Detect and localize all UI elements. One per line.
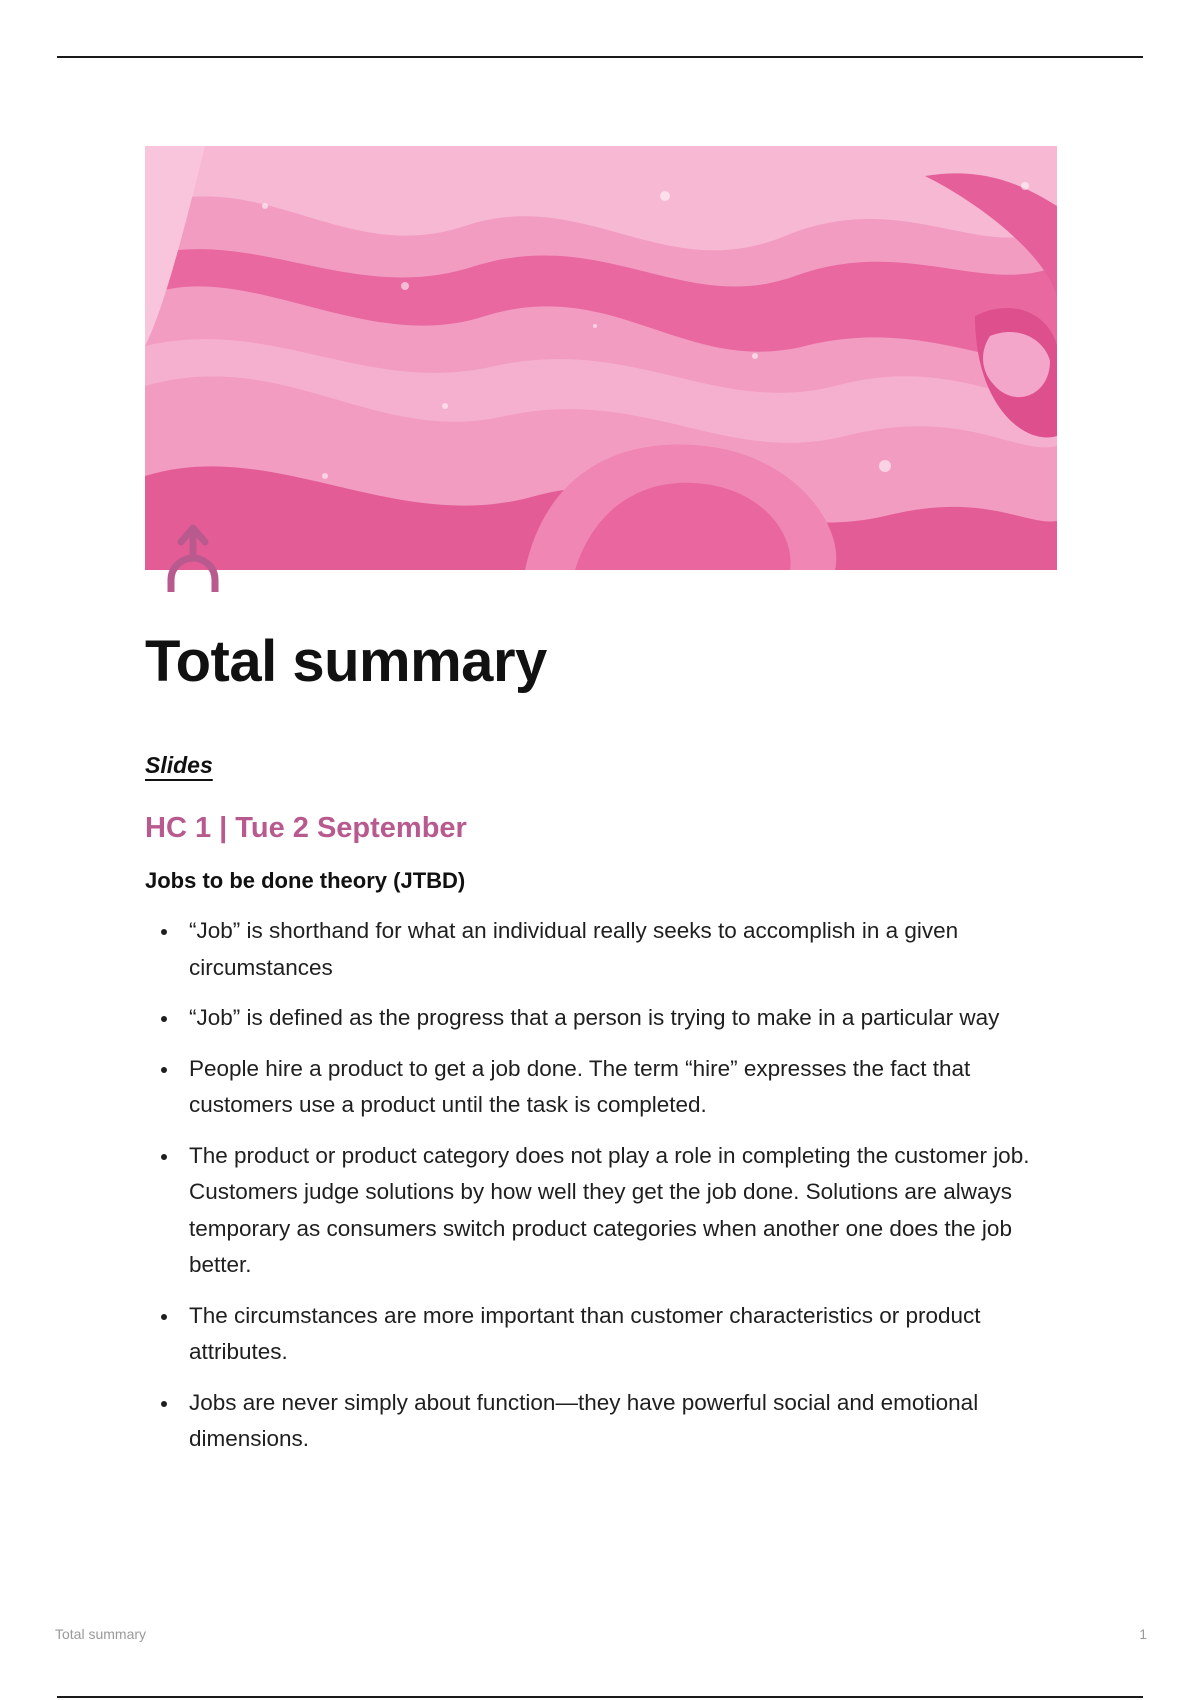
footer-page-number: 1 xyxy=(1139,1626,1147,1642)
list-item: Jobs are never simply about function—they have powerful social and emotional dimensions. xyxy=(145,1385,1065,1458)
section-heading: HC 1 | Tue 2 September xyxy=(145,812,467,844)
bottom-rule xyxy=(57,1696,1143,1698)
list-item: People hire a product to get a job done. The term “hire” expresses the fact that customers use a product until the task is completed. xyxy=(145,1051,1065,1124)
top-rule xyxy=(57,56,1143,58)
bullet-list xyxy=(145,913,1065,1472)
merge-arrow-icon xyxy=(163,522,223,594)
list-item: The circumstances are more important than customer characteristics or product attributes. xyxy=(145,1298,1065,1371)
list-item: The product or product category does not play a role in completing the customer job. Customers judge solutions by how well they get the job done. Solutions are always temporary as consumers switch product categories when another one does the job better. xyxy=(145,1138,1065,1284)
list-item: “Job” is defined as the progress that a person is trying to make in a particular way xyxy=(145,1000,1065,1037)
list-item: “Job” is shorthand for what an individual really seeks to accomplish in a given circumstances xyxy=(145,913,1065,986)
cover-image xyxy=(145,146,1057,570)
slides-link[interactable]: Slides xyxy=(145,752,213,778)
page-title: Total summary xyxy=(145,629,547,694)
footer-doc-name: Total summary xyxy=(55,1626,147,1642)
subheading: Jobs to be done theory (JTBD) xyxy=(145,868,466,893)
